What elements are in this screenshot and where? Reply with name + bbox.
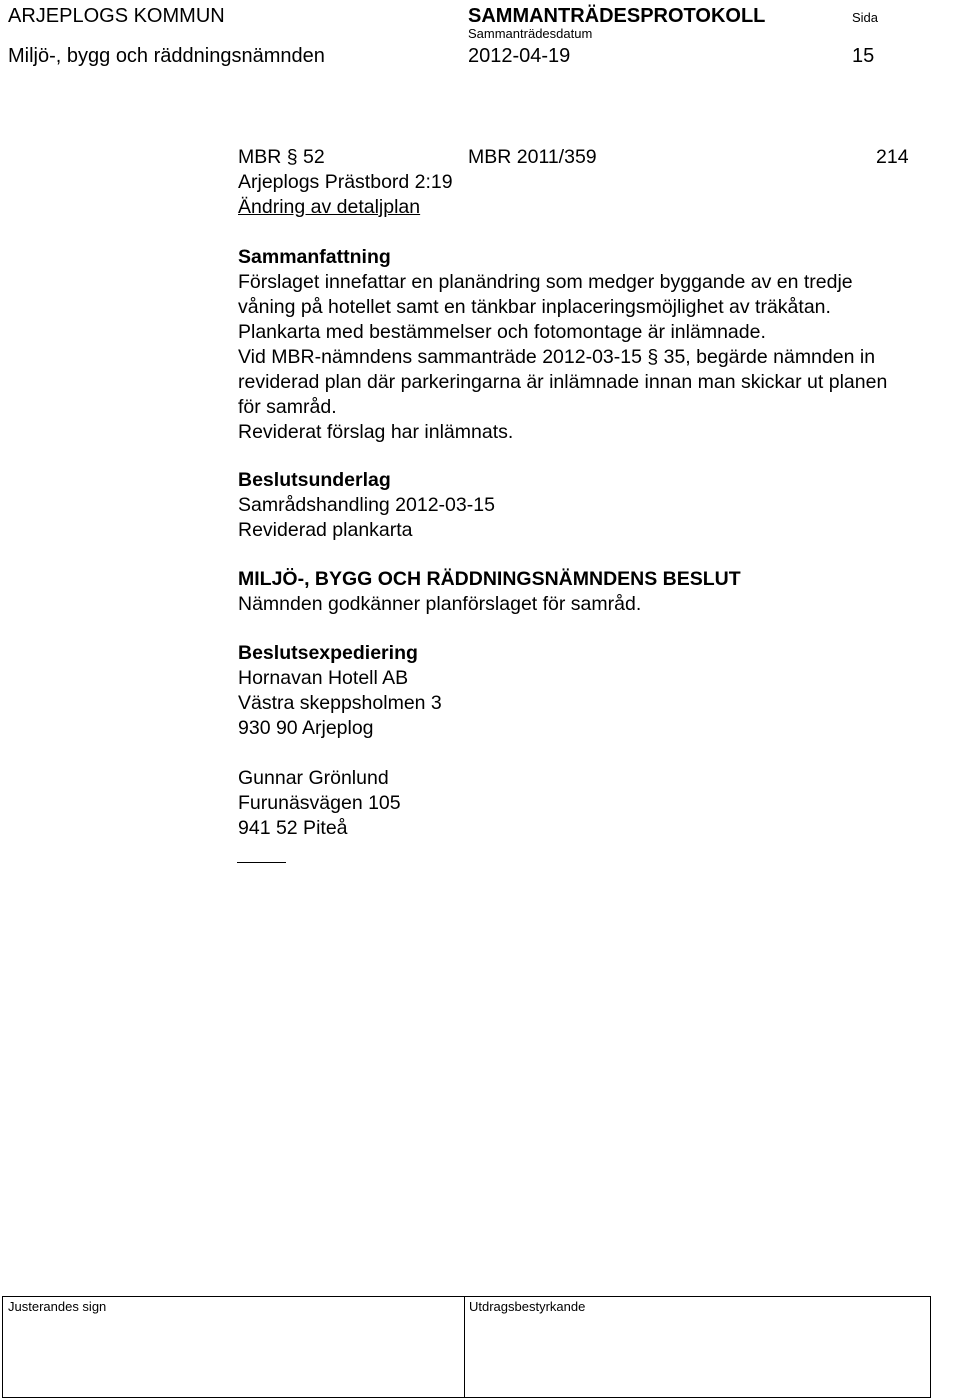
- diary-number: MBR 2011/359: [468, 146, 597, 168]
- summary-line: våning på hotellet samt en tänkbar inplaceringsmöjlighet av träkåtan.: [238, 296, 831, 318]
- signature-footer: [2, 1296, 931, 1398]
- case-subject: Ändring av detaljplan: [238, 196, 421, 218]
- summary-section: [238, 245, 960, 445]
- meeting-date: 2012-04-19: [468, 45, 571, 67]
- recipient-name: Hornavan Hotell AB: [238, 667, 409, 689]
- summary-line: för samråd.: [238, 396, 337, 418]
- summary-line: Plankarta med bestämmelser och fotomontage är inlämnade.: [238, 321, 766, 343]
- summary-heading: Sammanfattning: [238, 246, 391, 268]
- extract-certification-label: Utdragsbestyrkande: [469, 1299, 586, 1314]
- summary-line: Vid MBR-nämndens sammanträde 2012-03-15 § 35, begärde nämnden in: [238, 346, 876, 368]
- recipient-street: Furunäsvägen 105: [238, 792, 401, 814]
- recipient-name: Gunnar Grönlund: [238, 767, 389, 789]
- document-type: SAMMANTRÄDESPROTOKOLL: [468, 5, 766, 27]
- basis-section: [238, 468, 960, 543]
- decision-text: Nämnden godkänner planförslaget för samråd.: [238, 593, 642, 615]
- distribution-heading: Beslutsexpediering: [238, 642, 418, 664]
- page-label: Sida: [852, 10, 879, 25]
- summary-line: reviderad plan där parkeringarna är inlämnade innan man skickar ut planen: [238, 371, 888, 393]
- signature-line: [237, 862, 286, 863]
- date-label: Sammanträdesdatum: [468, 26, 593, 41]
- summary-line: Reviderat förslag har inlämnats.: [238, 421, 514, 443]
- case-code: 214: [876, 146, 909, 168]
- committee-name: Miljö-, bygg och räddningsnämnden: [8, 45, 325, 67]
- recipient-street: Västra skeppsholmen 3: [238, 692, 442, 714]
- adjuster-sign-label: Justerandes sign: [8, 1299, 107, 1314]
- recipient-city: 930 90 Arjeplog: [238, 717, 374, 739]
- org-name: ARJEPLOGS KOMMUN: [8, 5, 225, 27]
- decision-heading: MILJÖ-, BYGG OCH RÄDDNINGSNÄMNDENS BESLUT: [238, 568, 741, 590]
- summary-line: Förslaget innefattar en planändring som medger byggande av en tredje: [238, 271, 853, 293]
- basis-heading: Beslutsunderlag: [238, 469, 391, 491]
- basis-item: Reviderad plankarta: [238, 519, 413, 541]
- page-number: 15: [852, 45, 875, 67]
- distribution-section: [238, 641, 960, 841]
- recipient-city: 941 52 Piteå: [238, 817, 348, 839]
- case-paragraph: MBR § 52: [238, 146, 325, 168]
- basis-item: Samrådshandling 2012-03-15: [238, 494, 495, 516]
- property-name: Arjeplogs Prästbord 2:19: [238, 171, 453, 193]
- footer-divider: [464, 1297, 465, 1397]
- decision-section: [238, 567, 960, 617]
